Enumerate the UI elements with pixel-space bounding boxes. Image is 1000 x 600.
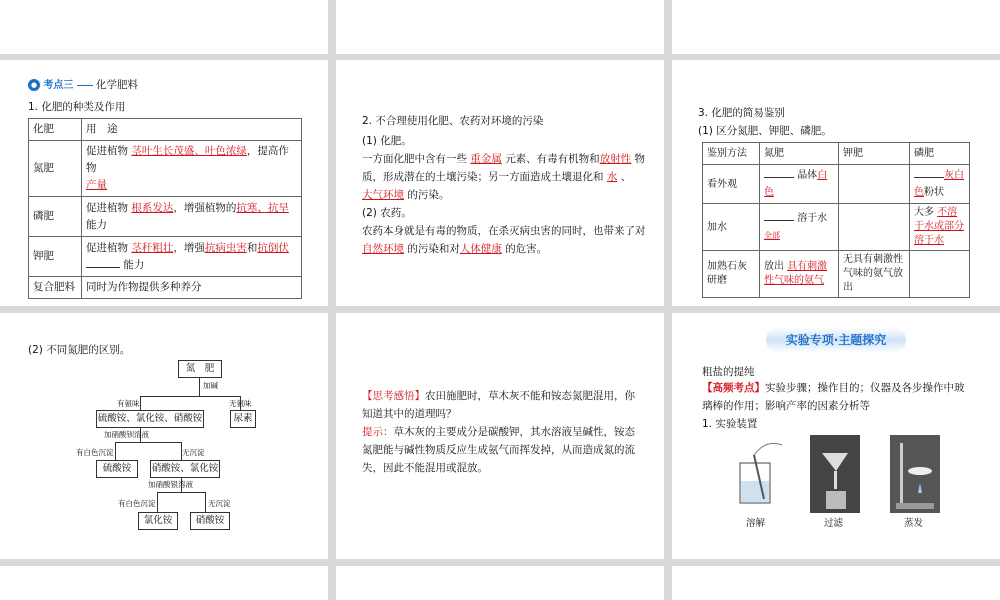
table-cell: 大多 不溶于水或部分溶于水 [910, 204, 970, 251]
table-cell: 无具有刺激性气味的氨气放出 [839, 251, 910, 298]
flow-label: 加硝酸银溶液 [148, 480, 193, 489]
experiment-heading: 粗盐的提纯 [702, 366, 755, 378]
flow-label: 加碱 [203, 381, 218, 390]
table-header: 用 途 [82, 119, 302, 141]
section-title: 化学肥料 [96, 79, 139, 91]
table-header: 磷肥 [910, 143, 970, 165]
table-cell: 加熟石灰研磨 [703, 251, 760, 298]
slide-11 [336, 566, 664, 600]
hint-label: 提示： [362, 426, 394, 438]
table-cell: 看外观 [703, 165, 760, 204]
table-cell: 钾肥 [29, 237, 82, 277]
table-cell [910, 251, 970, 298]
fertilizer-table [28, 118, 302, 299]
slide-pollution [336, 60, 664, 306]
section-badge-icon: ● [28, 79, 40, 91]
slide-reflection [336, 313, 664, 559]
slide-1 [0, 0, 328, 54]
dissolve-apparatus-icon [730, 435, 790, 513]
flow-label: 无沉淀 [208, 499, 231, 508]
flow-label: 有白色沉淀 [76, 448, 114, 457]
pesticide-heading: (2) 农药。 [362, 207, 412, 219]
pesticide-paragraph: 农药本身就是有毒的物质，在杀灭病虫害的同时，也带来了对 自然环境 的污染和对人体健康 的危害。 [362, 225, 646, 255]
table-cell: 促进植物 茎叶生长茂盛、叶色浓绿，提高作物 产量 [82, 141, 302, 197]
flow-label: 无氨味 [229, 399, 252, 408]
ident-table [702, 142, 970, 298]
table-cell: 复合肥料 [29, 277, 82, 299]
section-badge: 考点三 [43, 80, 74, 91]
table-header: 鉴别方法 [703, 143, 760, 165]
flow-box-nitrate-chloride: 硝酸铵、氯化铵 [150, 460, 220, 478]
flow-label: 加硝酸钡溶液 [104, 430, 149, 439]
caption-filter: 过滤 [824, 518, 844, 529]
ident-title: 3. 化肥的简易鉴别 [698, 107, 785, 119]
evaporate-apparatus-icon [890, 435, 940, 513]
flow-box-nitrogen: 氮 肥 [178, 360, 222, 378]
table-cell: 氮肥 [29, 141, 82, 197]
table-cell: 溶于水全部 [760, 204, 839, 251]
flow-box-ammonium-salts: 硫酸铵、氯化铵、硝酸铵 [96, 410, 204, 428]
flow-box-ammonium-sulfate: 硫酸铵 [96, 460, 138, 478]
slide-2 [336, 0, 664, 54]
table-cell: 晶体白色 [760, 165, 839, 204]
sub-heading: 1. 化肥的种类及作用 [28, 101, 126, 113]
slide-3 [672, 0, 1000, 54]
fertilizer-heading: (1) 化肥。 [362, 135, 412, 147]
table-cell: 放出 具有刺激性气味的氨气 [760, 251, 839, 298]
caption-dissolve: 溶解 [746, 518, 766, 529]
caption-evaporate: 蒸发 [904, 518, 924, 529]
table-cell [839, 204, 910, 251]
slide-nitrogen-flowchart [0, 313, 328, 559]
flow-label: 有白色沉淀 [118, 499, 156, 508]
pollution-title: 2. 不合理使用化肥、农药对环境的污染 [362, 115, 544, 127]
flow-title: (2) 不同氮肥的区别。 [28, 344, 131, 356]
slide-10 [0, 566, 328, 600]
table-cell: 灰白色粉状 [910, 165, 970, 204]
table-cell: 促进植物 根系发达，增强植物的抗寒、抗旱 能力 [82, 197, 302, 237]
table-header: 氮肥 [760, 143, 839, 165]
table-header: 化肥 [29, 119, 82, 141]
reflection-question: 农田施肥时，草木灰不能和铵态氮肥混用，你知道其中的道理吗？ [362, 390, 635, 420]
table-cell [839, 165, 910, 204]
slide-12 [672, 566, 1000, 600]
section-header [28, 76, 138, 95]
flow-box-ammonium-chloride: 氯化铵 [138, 512, 178, 530]
slide-identification [672, 60, 1000, 306]
table-cell: 促进植物 茎秆粗壮，增强抗病虫害和抗倒伏 能力 [82, 237, 302, 277]
flow-box-urea: 尿素 [230, 410, 256, 428]
filter-apparatus-icon [810, 435, 860, 513]
reflection-text [362, 387, 644, 477]
flow-label: 有氨味 [117, 399, 140, 408]
slide-experiment [672, 313, 1000, 559]
slide-fertilizer-types [0, 60, 328, 306]
table-header: 钾肥 [839, 143, 910, 165]
hint-answer: 草木灰的主要成分是碳酸钾，其水溶液呈碱性，铵态氮肥能与碱性物质反应生成氨气而挥发掉，从而造成氮的流失，因此不能混用或混放。 [362, 426, 635, 474]
flow-box-ammonium-nitrate: 硝酸铵 [190, 512, 230, 530]
table-cell: 磷肥 [29, 197, 82, 237]
table-cell: 同时为作物提供多种养分 [82, 277, 302, 299]
experiment-banner: 实验专项·主题探究 [766, 327, 906, 353]
table-cell: 加水 [703, 204, 760, 251]
fertilizer-paragraph: 一方面化肥中含有一些 重金属 元素、有毒有机物和放射性 物 质，形成潜在的土壤污染；另一方面造成土壤退化和 水 、 大气环境 的污染。 [362, 153, 646, 201]
ident-sub: (1) 区分氮肥、钾肥、磷肥。 [698, 125, 832, 137]
apparatus-heading: 1. 实验装置 [702, 418, 758, 430]
flow-label: 无沉淀 [182, 448, 205, 457]
experiment-text: 【高频考点】实验步骤；操作目的；仪器及各步操作中玻璃棒的作用；影响产率的因素分析等 [702, 382, 965, 412]
reflection-tag: 【思考感悟】 [362, 390, 425, 402]
